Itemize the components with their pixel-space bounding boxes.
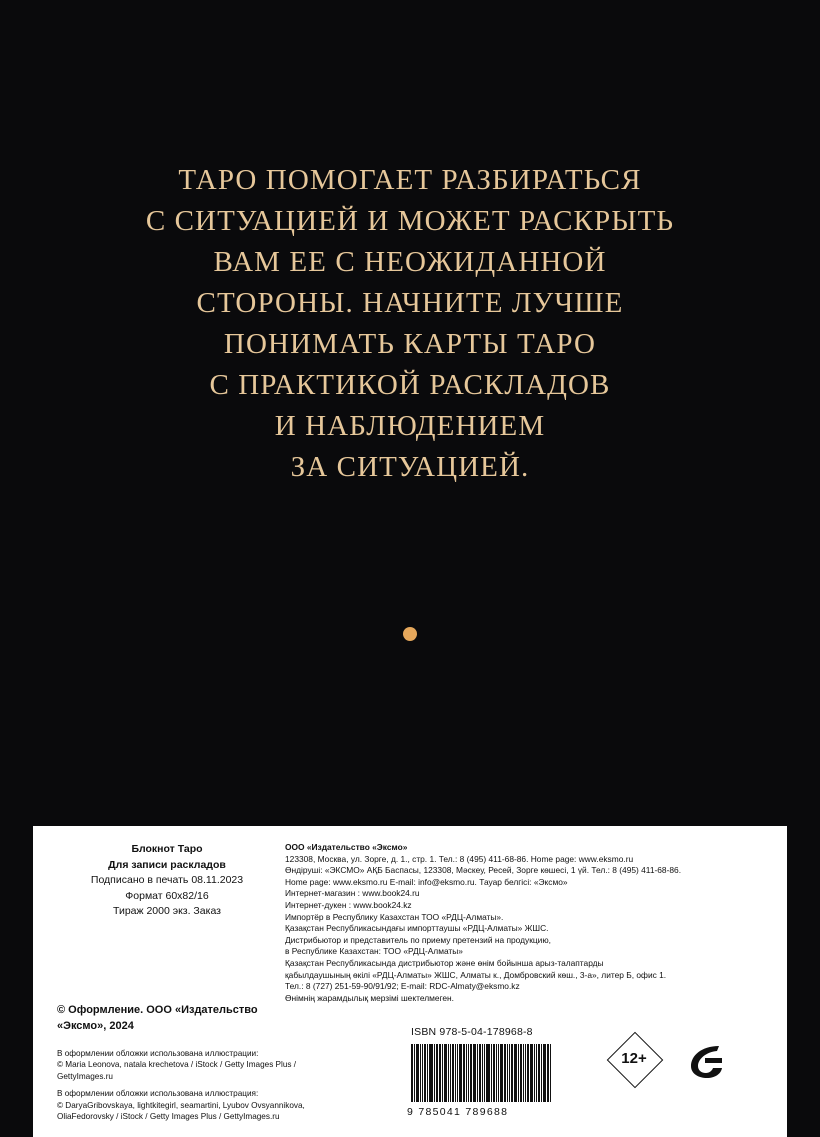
book-title: Блокнот Таро <box>131 843 203 855</box>
quote-line: ТАРО ПОМОГАЕТ РАЗБИРАТЬСЯ <box>178 164 642 196</box>
barcode-bars <box>411 1044 601 1102</box>
age-rating-badge <box>613 1038 665 1090</box>
distributor-kz-2: қабылдаушының өкілі «РДЦ-Алматы» ЖШС, Алматы к., Домбровский көш., 3-a», литер Б, офис 1. <box>285 969 667 980</box>
publisher-name: ООО «Издательство «Эксмо» <box>285 842 408 852</box>
quote-line: И НАБЛЮДЕНИЕМ <box>274 410 546 442</box>
importer-kz: Қазақстан Республикасындағы импорттаушы «РДЦ-Алматы» ЖШС. <box>285 923 549 934</box>
quote-line: ЗА СИТУАЦИЕЙ. <box>290 451 530 483</box>
distributor-ru-2: в Республике Казахстан: ТОО «РДЦ-Алматы» <box>285 946 463 957</box>
barcode-number: 9 785041 789688 <box>407 1106 509 1118</box>
shelf-life-note: Өнімнің жарамдылық мерзімі шектелмеген. <box>285 992 454 1003</box>
age-rating-text: 12+ <box>621 1050 647 1067</box>
book-subtitle: Для записи раскладов <box>108 858 226 871</box>
imprint-panel <box>33 826 787 1137</box>
imprint-right-block <box>285 842 771 1004</box>
format: Формат 60х82/16 <box>125 889 209 902</box>
copyright-line: © Оформление. ООО «Издательство <box>57 1004 258 1016</box>
isbn-text: ISBN 978-5-04-178968-8 <box>411 1026 533 1038</box>
quote-line: С ПРАКТИКОЙ РАСКЛАДОВ <box>209 369 611 401</box>
print-date: Подписано в печать 08.11.2023 <box>90 874 244 886</box>
barcode <box>411 1044 601 1110</box>
distributor-phone: Тел.: 8 (727) 251-59-90/91/92; E-mail: RDC-Almaty@eksmo.kz <box>285 981 520 992</box>
copyright-line: «Эксмо», 2024 <box>57 1020 134 1032</box>
credit-line: В оформлении обложки использована иллюстрация: <box>57 1089 259 1099</box>
online-store-kz: Интернет-дукен : www.book24.kz <box>285 899 412 910</box>
publisher-contacts: Home page: www.eksmo.ru E-mail: info@eksmo.ru. Тауар белгісі: «Эксмо» <box>285 876 568 887</box>
credit-line: В оформлении обложки использована иллюстрации: <box>57 1049 259 1058</box>
imprint-left-block <box>53 842 281 920</box>
quote-line: ПОНИМАТЬ КАРТЫ ТАРО <box>223 328 597 360</box>
importer-ru: Импортёр в Республику Казахстан ТОО «РДЦ-Алматы». <box>285 911 504 922</box>
quote-line: ВАМ ЕЕ С НЕОЖИДАННОЙ <box>213 246 607 278</box>
credit-line: GettyImages.ru <box>57 1071 113 1081</box>
publisher-address-kz: Өндіруші: «ЭКСМО» АҚБ Баспасы, 123308, Мәскеу, Ресей, Зорге көшесі, 1 үй. Тел.: 8 (495) 411-68-86. <box>285 865 682 876</box>
online-store-ru: Интернет-магазин : www.book24.ru <box>285 888 420 899</box>
distributor-ru-1: Дистрибьютор и представитель по приему претензий на продукцию, <box>285 934 551 945</box>
copyright-block <box>57 1002 357 1034</box>
illustration-credits <box>57 1048 387 1122</box>
cover-quote <box>0 160 820 488</box>
distributor-kz-1: Қазақстан Республикасында дистрибьютор және өнім бойынша арыз-талаптарды <box>285 957 604 968</box>
eksmo-logo-icon <box>683 1038 729 1084</box>
credit-line: OliaFedorovsky / iStock / Getty Images Plus / GettyImages.ru <box>57 1112 280 1122</box>
quote-line: СТОРОНЫ. НАЧНИТЕ ЛУЧШЕ <box>196 287 624 319</box>
quote-line: С СИТУАЦИЕЙ И МОЖЕТ РАСКРЫТЬ <box>145 205 675 237</box>
publisher-address: 123308, Москва, ул. Зорге, д. 1., стр. 1. Тел.: 8 (495) 411-68-86. Home page: www.eksmo.ru <box>285 853 634 864</box>
credit-line: © Maria Leonova, natala krechetova / iStock / Getty Images Plus / <box>57 1060 297 1070</box>
print-run: Тираж 2000 экз. Заказ <box>113 905 221 917</box>
credit-line: © DaryaGribovskaya, lightkitegirl, seamartini, Lyubov Ovsyannikova, <box>57 1100 305 1110</box>
decorative-dot-icon <box>403 627 417 641</box>
